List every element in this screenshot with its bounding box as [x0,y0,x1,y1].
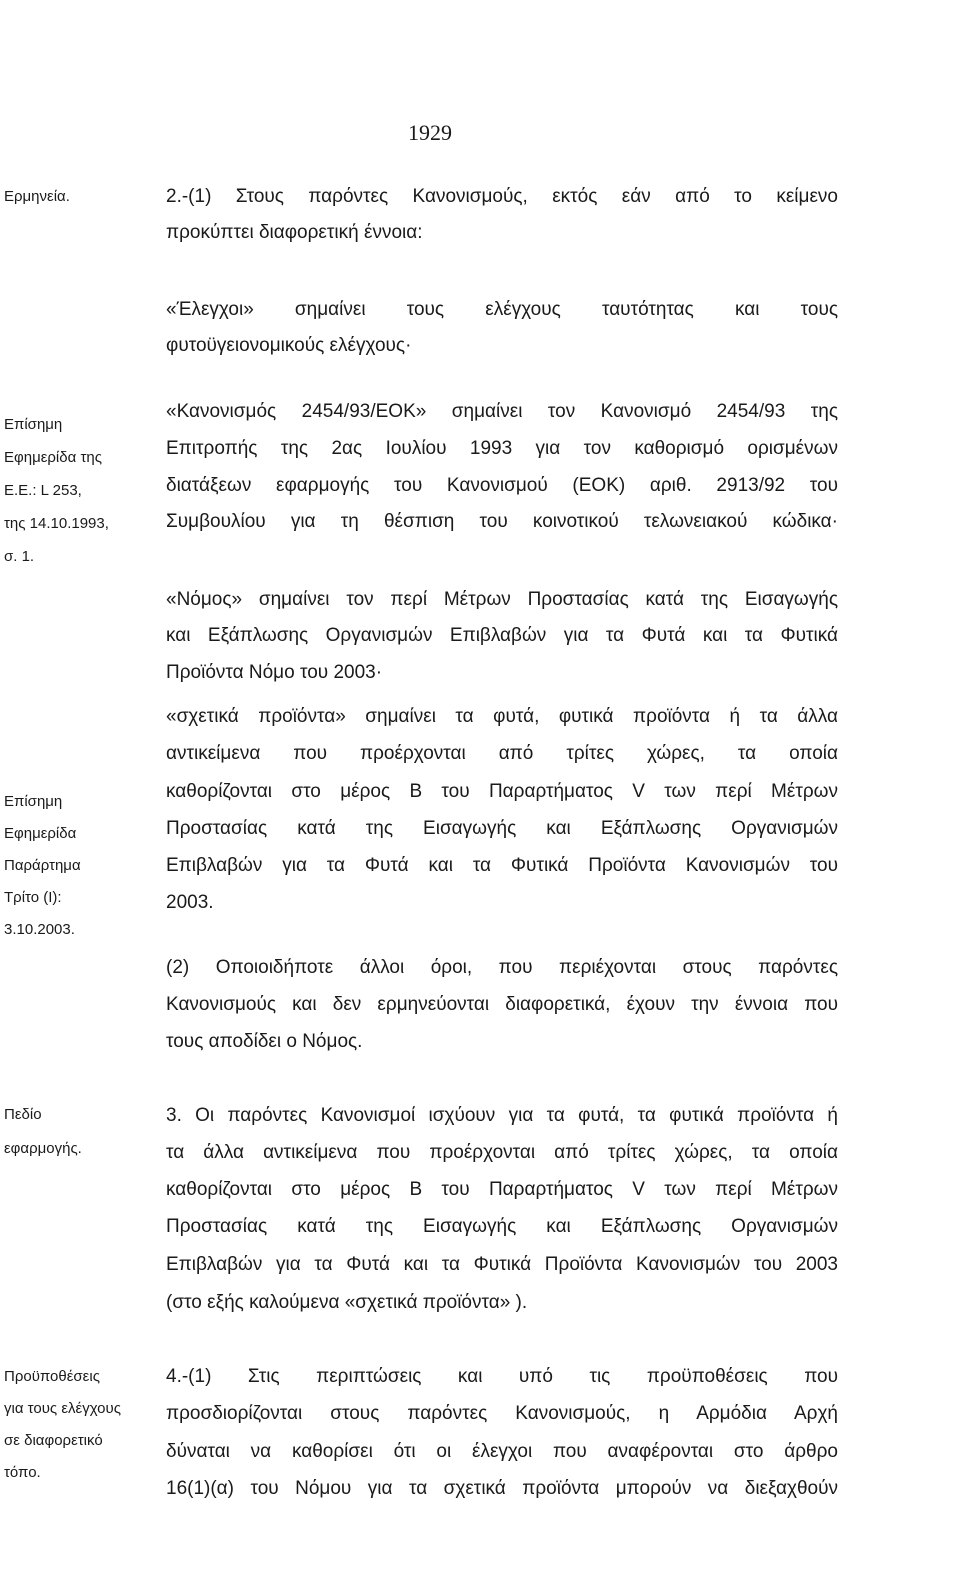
margin-note-line: Επίσημη [4,416,63,433]
body-line: (2) Οποιοιδήποτε άλλοι όροι, που περιέχονται στους παρόντες [166,957,838,978]
body-line: 2.-(1) Στους παρόντες Κανονισμούς, εκτός εάν από το κείμενο [166,186,838,207]
margin-note-line: Εφημερίδα [4,825,77,842]
body-line: Επιβλαβών για τα Φυτά και τα Φυτικά Προϊόντα Κανονισμών του [166,855,838,876]
body-line: Κανονισμούς και δεν ερμηνεύονται διαφορετικά, έχουν την έννοια που [166,994,838,1015]
body-line: και Εξάπλωσης Οργανισμών Επιβλαβών για τα Φυτά και τα Φυτικά [166,625,838,646]
margin-note-pedio [4,1098,154,1166]
margin-note-proypotheseis [4,1361,154,1489]
body-line: Προστασίας κατά της Εισαγωγής και Εξάπλωσης Οργανισμών [166,1216,838,1237]
margin-note-line: Ε.Ε.: L 253, [4,482,82,499]
margin-note-line: Προϋποθέσεις [4,1368,100,1385]
margin-note-line: τόπο. [4,1464,41,1481]
body-line: τους αποδίδει ο Νόμος. [166,1031,363,1052]
body-line: προκύπτει διαφορετική έννοια: [166,222,423,243]
margin-note-line: Τρίτο (Ι): [4,889,62,906]
body-line: 4.-(1) Στις περιπτώσεις και υπό τις προϋποθέσεις που [166,1366,838,1387]
body-line: «Έλεγχοι» σημαίνει τους ελέγχους ταυτότητας και τους [166,299,838,320]
body-line: «Νόμος» σημαίνει τον περί Μέτρων Προστασίας κατά της Εισαγωγής [166,589,838,610]
body-line: καθορίζονται στο μέρος Β του Παραρτήματος V των περί Μέτρων [166,1179,838,1200]
margin-note-line: εφαρμογής. [4,1140,82,1157]
margin-note-episimi-2 [4,786,154,946]
body-line: Επιτροπής της 2ας Ιουλίου 1993 για τον καθορισμό ορισμένων [166,438,838,459]
body-line: 16(1)(α) του Νόμου για τα σχετικά προϊόντα μπορούν να διεξαχθούν [166,1478,838,1499]
page-number: 1929 [408,120,452,145]
body-line: τα άλλα αντικείμενα που προέρχονται από τρίτες χώρες, τα οποία [166,1142,838,1163]
margin-note-line: σε διαφορετικό [4,1432,103,1449]
margin-note-line: για τους ελέγχους [4,1400,121,1417]
margin-note-line: Παράρτημα [4,857,81,874]
body-line: προσδιορίζονται στους παρόντες Κανονισμούς, η Αρμόδια Αρχή [166,1403,838,1424]
body-line: διατάξεων εφαρμογής του Κανονισμού (ΕΟΚ) αριθ. 2913/92 του [166,475,838,496]
body-line: Προϊόντα Νόμο του 2003· [166,662,383,683]
body-line: Επιβλαβών για τα Φυτά και τα Φυτικά Προϊόντα Κανονισμών του 2003 [166,1254,838,1275]
body-line: δύναται να καθορίσει ότι οι έλεγχοι που αναφέρονται στο άρθρο [166,1441,838,1462]
margin-note-line: Εφημερίδα της [4,449,102,466]
margin-note-line: της 14.10.1993, [4,515,109,532]
margin-note-episimi-1 [4,408,154,573]
body-line: 2003. [166,892,214,913]
body-line: αντικείμενα που προέρχονται από τρίτες χώρες, τα οποία [166,743,838,764]
margin-note-line: Επίσημη [4,793,63,810]
body-line: (στο εξής καλούμενα «σχετικά προϊόντα» ). [166,1292,528,1313]
body-line: φυτοϋγειονομικούς ελέγχους· [166,335,412,356]
body-line: καθορίζονται στο μέρος Β του Παραρτήματος V των περί Μέτρων [166,781,838,802]
body-line: 3. Οι παρόντες Κανονισμοί ισχύουν για τα φυτά, τα φυτικά προϊόντα ή [166,1105,838,1126]
margin-note-line: Ερμηνεία. [4,188,70,205]
body-line: «σχετικά προϊόντα» σημαίνει τα φυτά, φυτικά προϊόντα ή τα άλλα [166,706,838,727]
margin-note-erminia [4,182,154,212]
body-line: «Κανονισμός 2454/93/ΕΟΚ» σημαίνει τον Κανονισμό 2454/93 της [166,401,838,422]
margin-note-line: 3.10.2003. [4,921,75,938]
margin-note-line: σ. 1. [4,548,35,565]
margin-note-line: Πεδίο [4,1106,42,1123]
body-line: Συμβουλίου για τη θέσπιση του κοινοτικού τελωνειακού κώδικα· [166,511,838,532]
body-line: Προστασίας κατά της Εισαγωγής και Εξάπλωσης Οργανισμών [166,818,838,839]
